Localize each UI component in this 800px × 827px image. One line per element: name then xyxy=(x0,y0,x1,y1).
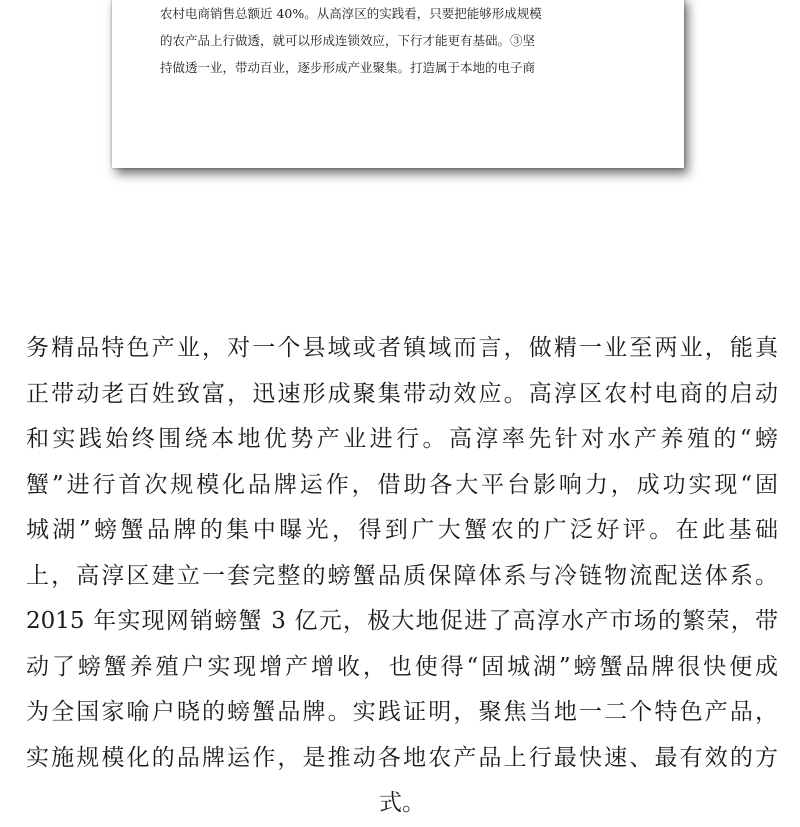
body-line: 动了螃蟹养殖户实现增产增收，也使得“固城湖”螃蟹品牌很快便成 xyxy=(26,653,778,680)
body-line: 蟹”进行首次规模化品牌运作，借助各大平台影响力，成功实现“固 xyxy=(26,471,778,498)
body-line: 城湖”螃蟹品牌的集中曝光，得到广大蟹农的广泛好评。在此基础 xyxy=(26,517,778,543)
body-line: 为全国家喻户晓的螃蟹品牌。实践证明，聚焦当地一二个特色产品， xyxy=(26,699,778,725)
card-line: 的农产品上行做透，就可以形成连锁效应，下行才能更有基础。③坚 xyxy=(160,33,536,48)
quoted-page-card xyxy=(112,0,684,168)
body-line: 务精品特色产业，对一个县域或者镇域而言，做精一业至两业，能真 xyxy=(26,335,778,361)
body-line: 2015 年实现网销螃蟹 3 亿元，极大地促进了高淳水产市场的繁荣，带 xyxy=(26,608,778,634)
body-line: 和实践始终围绕本地优势产业进行。高淳率先针对水产养殖的“螃 xyxy=(26,426,778,452)
body-paragraph xyxy=(26,326,778,827)
body-line: 正带动老百姓致富，迅速形成聚集带动效应。高淳区农村电商的启动 xyxy=(26,380,778,407)
card-paragraph xyxy=(160,0,640,81)
card-line: 农村电商销售总额近 40%。从高淳区的实践看，只要把能够形成规模 xyxy=(160,6,542,21)
body-line: 实施规模化的品牌运作，是推动各地农产品上行最快速、最有效的方 xyxy=(26,744,778,771)
body-line: 式。 xyxy=(379,790,425,816)
body-line: 上，高淳区建立一套完整的螃蟹品质保障体系与冷链物流配送体系。 xyxy=(26,562,778,589)
card-line: 持做透一业，带动百业，逐步形成产业聚集。打造属于本地的电子商 xyxy=(160,60,536,75)
